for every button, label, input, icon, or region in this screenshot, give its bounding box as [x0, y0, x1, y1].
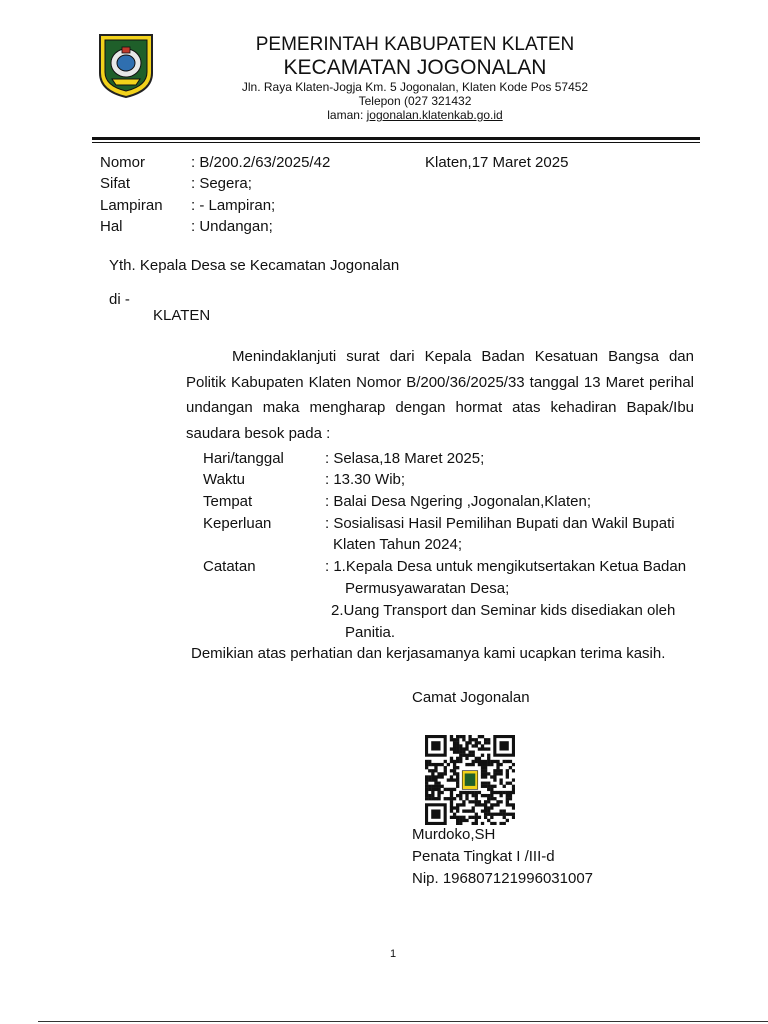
klaten-emblem-icon [98, 33, 154, 99]
website-link[interactable]: jogonalan.klatenkab.go.id [366, 108, 503, 122]
qr-code-icon [425, 735, 515, 825]
nomor-label: Nomor [100, 154, 146, 171]
recipient-line: Yth. Kepala Desa se Kecamatan Jogonalan [109, 257, 400, 274]
closing-line: Demikian atas perhatian dan kerjasamanya kami ucapkan terima kasih. [191, 645, 666, 662]
sifat-label: Sifat [100, 175, 131, 192]
catatan-item-1: : 1.Kepala Desa untuk mengikutsertakan Ketua Badan [325, 558, 687, 575]
tempat-label: Tempat [203, 493, 253, 510]
lampiran-label: Lampiran [100, 197, 163, 214]
header-district: KECAMATAN JOGONALAN [283, 56, 547, 79]
keperluan-value-cont: Klaten Tahun 2024; [333, 536, 463, 553]
letterhead-rule [92, 137, 700, 140]
waktu-value: : 13.30 Wib; [325, 471, 406, 488]
keperluan-label: Keperluan [203, 515, 272, 532]
keperluan-value: : Sosialisasi Hasil Pemilihan Bupati dan Wakil Bupati [325, 515, 675, 532]
website-label: laman: [327, 108, 367, 122]
catatan-label: Catatan [203, 558, 256, 575]
waktu-label: Waktu [203, 471, 245, 488]
body-line-4: saudara besok pada : [186, 425, 331, 442]
letterhead-rule-thin [92, 142, 700, 143]
hari-label: Hari/tanggal [203, 450, 284, 467]
header-phone: Telepon (027 321432 [358, 94, 472, 108]
signatory-title: Camat Jogonalan [412, 689, 530, 706]
header-website [190, 108, 640, 122]
sifat-value: : Segera; [191, 175, 252, 192]
catatan-item-1-cont: Permusyawaratan Desa; [345, 580, 510, 597]
catatan-item-2-cont: Panitia. [345, 624, 396, 641]
hal-label: Hal [100, 218, 123, 235]
signatory-rank: Penata Tingkat I /III-d [412, 848, 555, 865]
hal-value: : Undangan; [191, 218, 273, 235]
signatory-name: Murdoko,SH [412, 826, 496, 843]
lampiran-value: : - Lampiran; [191, 197, 276, 214]
header-government: PEMERINTAH KABUPATEN KLATEN [255, 34, 575, 55]
body-line-2: Politik Kabupaten Klaten Nomor B/200/36/2025/33 tanggal 13 Maret perihal [186, 374, 694, 391]
body-line-1: Menindaklanjuti surat dari Kepala Badan Kesatuan Bangsa dan [232, 348, 694, 365]
recipient-city: KLATEN [153, 307, 211, 324]
signatory-nip: Nip. 196807121996031007 [412, 870, 594, 887]
tempat-value: : Balai Desa Ngering ,Jogonalan,Klaten; [325, 493, 592, 510]
recipient-di: di - [109, 291, 130, 308]
catatan-item-2: 2.Uang Transport dan Seminar kids disediakan oleh [331, 602, 676, 619]
page-bottom-edge [38, 1021, 768, 1022]
body-line-3: undangan maka mengharap dengan hormat atas kehadiran Bapak/Ibu [186, 399, 694, 416]
nomor-value: : B/200.2/63/2025/42 [191, 154, 331, 171]
page-number: 1 [390, 948, 397, 960]
letter-date: Klaten,17 Maret 2025 [425, 154, 569, 171]
header-address: Jln. Raya Klaten-Jogja Km. 5 Jogonalan, Klaten Kode Pos 57452 [241, 80, 589, 94]
hari-value: : Selasa,18 Maret 2025; [325, 450, 485, 467]
